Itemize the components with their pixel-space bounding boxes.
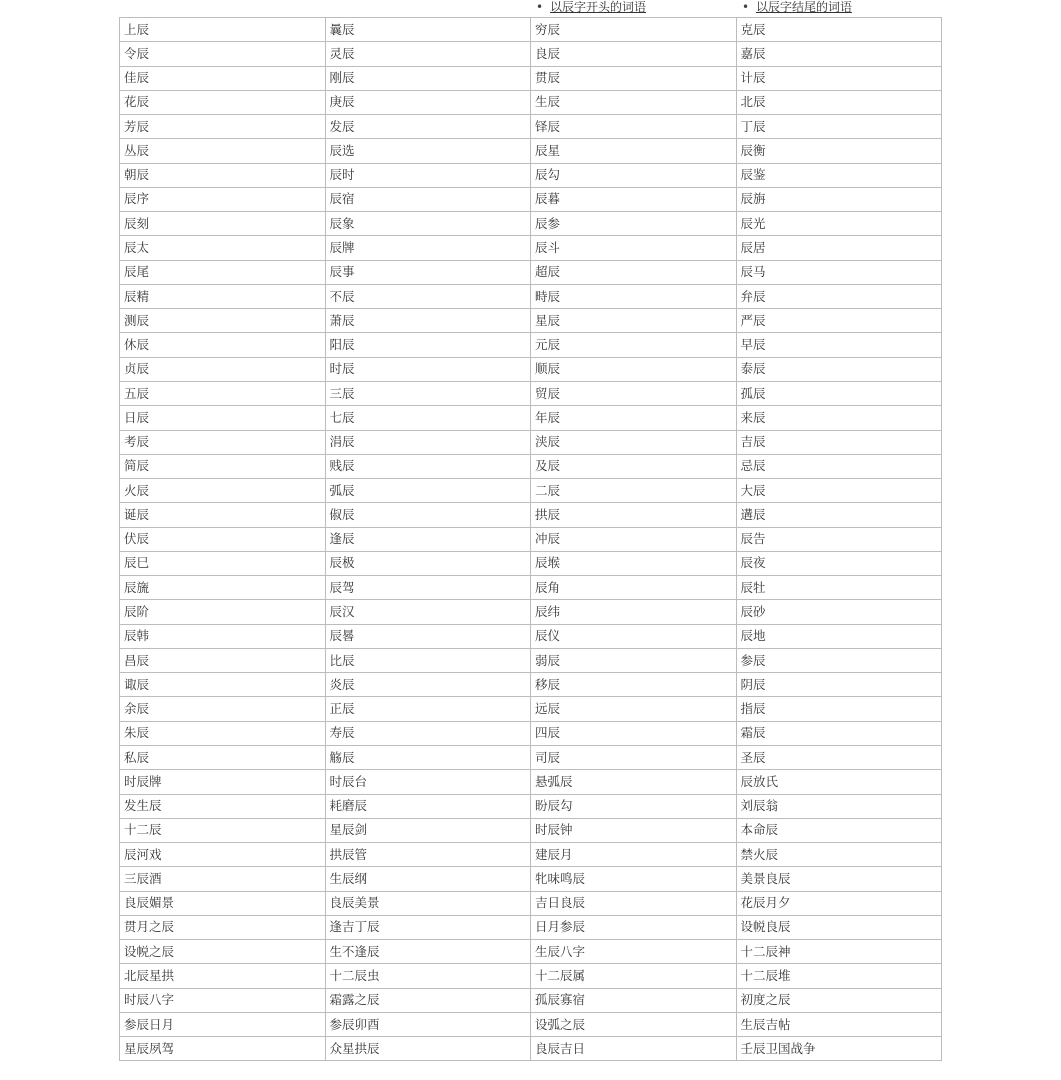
word-cell: 设弧之辰 <box>531 1012 737 1036</box>
word-cell: 穷辰 <box>531 18 737 42</box>
word-cell: 辰太 <box>120 236 326 260</box>
word-cell: 发生辰 <box>120 794 326 818</box>
top-links <box>0 0 1061 16</box>
word-cell: 耗磨辰 <box>325 794 531 818</box>
word-cell: 辰星 <box>531 139 737 163</box>
table-row <box>120 479 942 503</box>
word-cell: 司辰 <box>531 745 737 769</box>
word-cell: 辰河戏 <box>120 843 326 867</box>
word-cell: 辰巳 <box>120 551 326 575</box>
word-cell: 辰仪 <box>531 624 737 648</box>
table-row <box>120 139 942 163</box>
table-row <box>120 503 942 527</box>
word-cell: 初度之辰 <box>736 988 942 1012</box>
table-row <box>120 163 942 187</box>
table-row <box>120 940 942 964</box>
word-cell: 辰马 <box>736 260 942 284</box>
table-row <box>120 406 942 430</box>
word-cell: 设帨良辰 <box>736 915 942 939</box>
word-cell: 辰放氏 <box>736 770 942 794</box>
word-cell: 早辰 <box>736 333 942 357</box>
word-cell: 铎辰 <box>531 115 737 139</box>
word-cell: 四辰 <box>531 721 737 745</box>
table-row <box>120 115 942 139</box>
word-cell: 火辰 <box>120 479 326 503</box>
word-cell: 生辰吉帖 <box>736 1012 942 1036</box>
word-cell: 简辰 <box>120 454 326 478</box>
word-cell: 辰汉 <box>325 600 531 624</box>
word-cell: 参辰卯酉 <box>325 1012 531 1036</box>
word-cell: 浃辰 <box>531 430 737 454</box>
word-cell: 霜辰 <box>736 721 942 745</box>
word-cell: 辰地 <box>736 624 942 648</box>
word-table <box>119 17 942 1061</box>
table-row <box>120 915 942 939</box>
word-cell: 本命辰 <box>736 818 942 842</box>
word-cell: 二辰 <box>531 479 737 503</box>
word-cell: 萧辰 <box>325 309 531 333</box>
word-cell: 北辰 <box>736 90 942 114</box>
word-cell: 辰暮 <box>531 187 737 211</box>
word-cell: 良辰 <box>531 42 737 66</box>
word-cell: 良辰美景 <box>325 891 531 915</box>
word-cell: 诞辰 <box>120 503 326 527</box>
word-cell: 辰旃 <box>736 187 942 211</box>
word-cell: 诹辰 <box>120 673 326 697</box>
word-cell: 星辰剑 <box>325 818 531 842</box>
table-row <box>120 42 942 66</box>
table-row <box>120 18 942 42</box>
word-cell: 克辰 <box>736 18 942 42</box>
table-row <box>120 867 942 891</box>
table-row <box>120 187 942 211</box>
word-cell: 年辰 <box>531 406 737 430</box>
word-cell: 移辰 <box>531 673 737 697</box>
word-cell: 圣辰 <box>736 745 942 769</box>
word-cell: 辰极 <box>325 551 531 575</box>
word-cell: 辰光 <box>736 212 942 236</box>
word-cell: 刚辰 <box>325 66 531 90</box>
table-row <box>120 430 942 454</box>
table-row <box>120 843 942 867</box>
word-cell: 计辰 <box>736 66 942 90</box>
word-cell: 拱辰 <box>531 503 737 527</box>
table-row <box>120 90 942 114</box>
word-cell: 生辰八字 <box>531 940 737 964</box>
word-cell: 日月参辰 <box>531 915 737 939</box>
table-row <box>120 745 942 769</box>
table-row <box>120 66 942 90</box>
word-cell: 孤辰寡宿 <box>531 988 737 1012</box>
word-cell: 丁辰 <box>736 115 942 139</box>
word-cell: 禁火辰 <box>736 843 942 867</box>
word-cell: 星辰夙驾 <box>120 1037 326 1061</box>
word-cell: 十二辰 <box>120 818 326 842</box>
link-item-start <box>536 0 646 14</box>
word-cell: 参辰 <box>736 648 942 672</box>
word-cell: 十二辰虫 <box>325 964 531 988</box>
word-cell: 辰勾 <box>531 163 737 187</box>
word-cell: 生不逢辰 <box>325 940 531 964</box>
ends-with-chen-link[interactable]: 以辰字结尾的词语 <box>756 0 853 14</box>
word-cell: 嘉辰 <box>736 42 942 66</box>
word-cell: 辰斗 <box>531 236 737 260</box>
word-cell: 朱辰 <box>120 721 326 745</box>
word-cell: 佳辰 <box>120 66 326 90</box>
word-cell: 辰砂 <box>736 600 942 624</box>
word-cell: 畤辰 <box>531 284 737 308</box>
word-cell: 辰鉴 <box>736 163 942 187</box>
word-cell: 辰精 <box>120 284 326 308</box>
word-cell: 吉日良辰 <box>531 891 737 915</box>
word-cell: 令辰 <box>120 42 326 66</box>
word-cell: 生辰 <box>531 90 737 114</box>
word-cell: 逢吉丁辰 <box>325 915 531 939</box>
table-row <box>120 891 942 915</box>
word-cell: 星辰 <box>531 309 737 333</box>
word-cell: 辰刻 <box>120 212 326 236</box>
word-cell: 弁辰 <box>736 284 942 308</box>
word-cell: 辰时 <box>325 163 531 187</box>
word-cell: 十二辰堆 <box>736 964 942 988</box>
word-table-body <box>120 18 942 1061</box>
word-cell: 元辰 <box>531 333 737 357</box>
table-row <box>120 576 942 600</box>
word-cell: 美景良辰 <box>736 867 942 891</box>
table-row <box>120 381 942 405</box>
table-row <box>120 648 942 672</box>
word-cell: 贱辰 <box>325 454 531 478</box>
word-cell: 弧辰 <box>325 479 531 503</box>
word-cell: 俶辰 <box>325 503 531 527</box>
word-cell: 大辰 <box>736 479 942 503</box>
table-row <box>120 236 942 260</box>
word-cell: 辰序 <box>120 187 326 211</box>
word-cell: 灵辰 <box>325 42 531 66</box>
word-cell: 花辰月夕 <box>736 891 942 915</box>
word-cell: 吉辰 <box>736 430 942 454</box>
word-cell: 昌辰 <box>120 648 326 672</box>
word-cell: 逢辰 <box>325 527 531 551</box>
word-cell: 超辰 <box>531 260 737 284</box>
word-cell: 三辰酒 <box>120 867 326 891</box>
word-cell: 比辰 <box>325 648 531 672</box>
word-cell: 众星拱辰 <box>325 1037 531 1061</box>
word-cell: 辰尾 <box>120 260 326 284</box>
table-row <box>120 357 942 381</box>
word-cell: 弱辰 <box>531 648 737 672</box>
table-row <box>120 673 942 697</box>
table-row <box>120 964 942 988</box>
word-cell: 阴辰 <box>736 673 942 697</box>
table-row <box>120 1012 942 1036</box>
word-cell: 贯月之辰 <box>120 915 326 939</box>
word-cell: 指辰 <box>736 697 942 721</box>
word-cell: 北辰星拱 <box>120 964 326 988</box>
word-cell: 正辰 <box>325 697 531 721</box>
table-row <box>120 333 942 357</box>
word-cell: 辰牡 <box>736 576 942 600</box>
word-cell: 辰事 <box>325 260 531 284</box>
word-cell: 不辰 <box>325 284 531 308</box>
word-cell: 五辰 <box>120 381 326 405</box>
word-cell: 辰驾 <box>325 576 531 600</box>
word-cell: 辰衡 <box>736 139 942 163</box>
word-cell: 发辰 <box>325 115 531 139</box>
table-row <box>120 309 942 333</box>
word-cell: 测辰 <box>120 309 326 333</box>
word-cell: 参辰日月 <box>120 1012 326 1036</box>
word-cell: 花辰 <box>120 90 326 114</box>
word-cell: 忌辰 <box>736 454 942 478</box>
word-cell: 时辰牌 <box>120 770 326 794</box>
bullet-icon: • <box>536 0 544 14</box>
word-cell: 私辰 <box>120 745 326 769</box>
word-cell: 刘辰翁 <box>736 794 942 818</box>
word-cell: 牝味鸣辰 <box>531 867 737 891</box>
word-cell: 涓辰 <box>325 430 531 454</box>
word-cell: 辰韩 <box>120 624 326 648</box>
word-cell: 炎辰 <box>325 673 531 697</box>
word-cell: 贯辰 <box>531 66 737 90</box>
table-row <box>120 818 942 842</box>
word-cell: 悬弧辰 <box>531 770 737 794</box>
word-cell: 觞辰 <box>325 745 531 769</box>
word-cell: 辰牌 <box>325 236 531 260</box>
word-cell: 上辰 <box>120 18 326 42</box>
word-cell: 时辰八字 <box>120 988 326 1012</box>
table-row <box>120 1037 942 1061</box>
word-cell: 时辰台 <box>325 770 531 794</box>
word-cell: 曩辰 <box>325 18 531 42</box>
table-row <box>120 260 942 284</box>
word-cell: 设帨之辰 <box>120 940 326 964</box>
word-cell: 辰晷 <box>325 624 531 648</box>
table-row <box>120 988 942 1012</box>
word-cell: 来辰 <box>736 406 942 430</box>
word-cell: 及辰 <box>531 454 737 478</box>
word-cell: 遘辰 <box>736 503 942 527</box>
word-cell: 时辰 <box>325 357 531 381</box>
table-row <box>120 551 942 575</box>
word-cell: 寿辰 <box>325 721 531 745</box>
table-row <box>120 770 942 794</box>
starts-with-chen-link[interactable]: 以辰字开头的词语 <box>550 0 647 14</box>
word-cell: 日辰 <box>120 406 326 430</box>
word-cell: 庚辰 <box>325 90 531 114</box>
word-cell: 余辰 <box>120 697 326 721</box>
word-cell: 辰夜 <box>736 551 942 575</box>
word-cell: 泰辰 <box>736 357 942 381</box>
word-cell: 良辰吉日 <box>531 1037 737 1061</box>
word-cell: 辰参 <box>531 212 737 236</box>
word-cell: 盼辰勾 <box>531 794 737 818</box>
word-cell: 辰告 <box>736 527 942 551</box>
word-cell: 丛辰 <box>120 139 326 163</box>
table-row <box>120 600 942 624</box>
word-cell: 辰旒 <box>120 576 326 600</box>
table-row <box>120 794 942 818</box>
word-cell: 辰纬 <box>531 600 737 624</box>
word-cell: 霜露之辰 <box>325 988 531 1012</box>
table-row <box>120 527 942 551</box>
word-cell: 辰象 <box>325 212 531 236</box>
word-cell: 伏辰 <box>120 527 326 551</box>
word-cell: 孤辰 <box>736 381 942 405</box>
bullet-icon: • <box>742 0 750 14</box>
link-item-end <box>742 0 852 14</box>
word-cell: 休辰 <box>120 333 326 357</box>
table-row <box>120 284 942 308</box>
word-cell: 冲辰 <box>531 527 737 551</box>
word-cell: 十二辰属 <box>531 964 737 988</box>
word-cell: 辰选 <box>325 139 531 163</box>
word-cell: 芳辰 <box>120 115 326 139</box>
table-row <box>120 212 942 236</box>
word-cell: 贞辰 <box>120 357 326 381</box>
word-cell: 贸辰 <box>531 381 737 405</box>
word-cell: 考辰 <box>120 430 326 454</box>
word-cell: 远辰 <box>531 697 737 721</box>
word-cell: 拱辰管 <box>325 843 531 867</box>
table-row <box>120 697 942 721</box>
word-cell: 生辰纲 <box>325 867 531 891</box>
word-cell: 良辰媚景 <box>120 891 326 915</box>
word-cell: 壬辰卫国战争 <box>736 1037 942 1061</box>
word-cell: 七辰 <box>325 406 531 430</box>
table-row <box>120 624 942 648</box>
word-cell: 辰阶 <box>120 600 326 624</box>
word-cell: 时辰钟 <box>531 818 737 842</box>
word-cell: 朝辰 <box>120 163 326 187</box>
word-cell: 建辰月 <box>531 843 737 867</box>
word-cell: 严辰 <box>736 309 942 333</box>
word-cell: 十二辰神 <box>736 940 942 964</box>
word-cell: 辰堠 <box>531 551 737 575</box>
word-cell: 辰居 <box>736 236 942 260</box>
word-cell: 辰宿 <box>325 187 531 211</box>
table-row <box>120 721 942 745</box>
word-cell: 辰角 <box>531 576 737 600</box>
table-row <box>120 454 942 478</box>
word-cell: 阳辰 <box>325 333 531 357</box>
word-cell: 三辰 <box>325 381 531 405</box>
word-cell: 顺辰 <box>531 357 737 381</box>
